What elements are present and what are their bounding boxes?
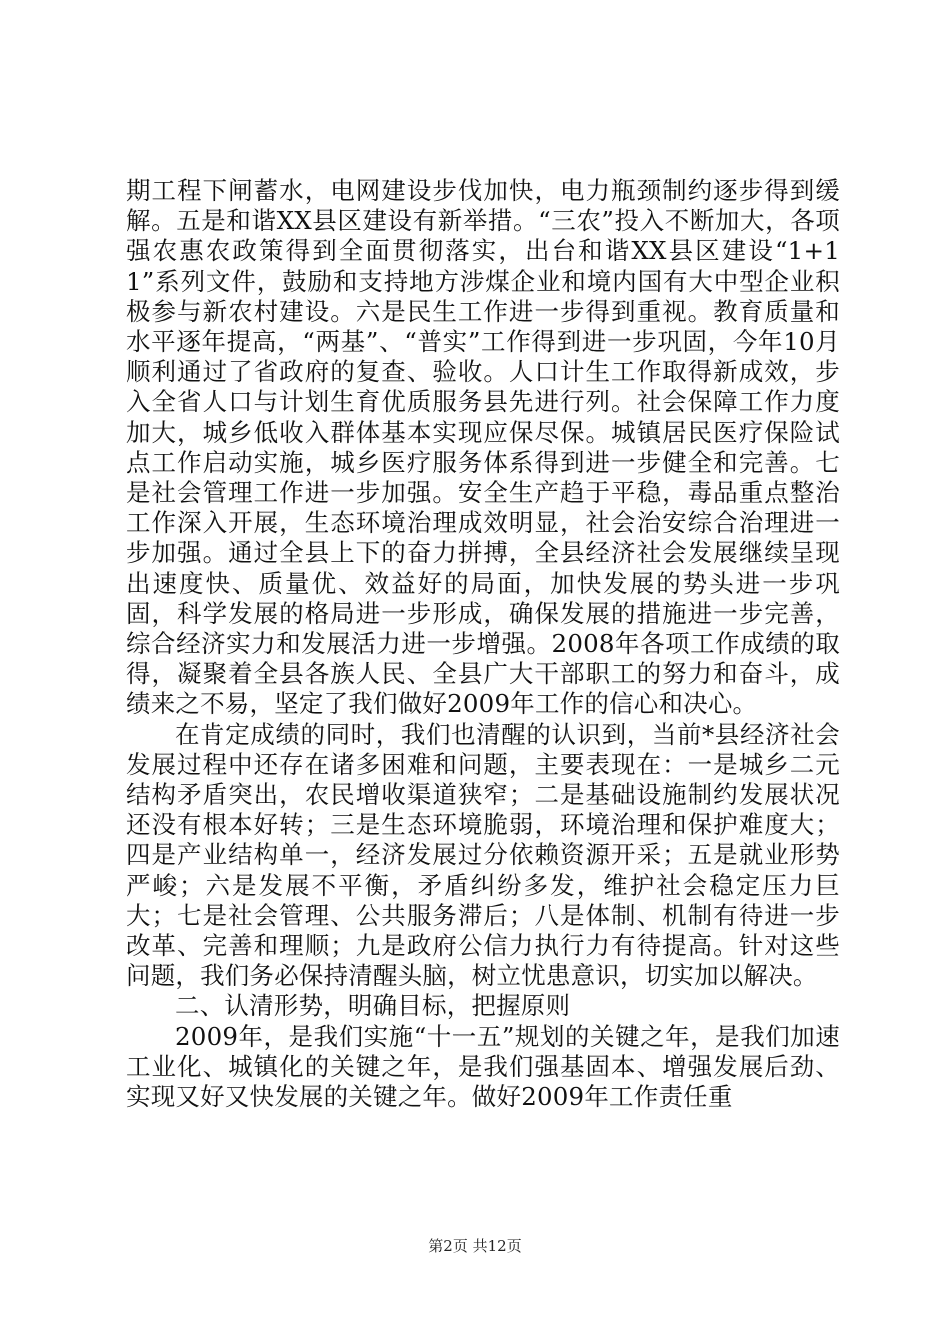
page-footer: 第2页 共12页 [428,1237,522,1255]
paragraph-continuation: 期工程下闸蓄水，电网建设步伐加快，电力瓶颈制约逐步得到缓解。五是和谐XX县区建设有新举措。“三农”投入不断加大，各项强农惠农政策得到全面贯彻落实，出台和谐XX县区建设“1+11”系列文件，鼓励和支持地方涉煤企业和境内国有大中型企业积极参与新农村建设。六是民生工作进一步得到重视。教育质量和水平逐年提高，“两基”、“普实”工作得到进一步巩固，今年10月顺利通过了省政府的复查、验收。人口计生工作取得新成效，步入全省人口与计划生育优质服务县先进行列。社会保障工作力度加大，城乡低收入群体基本实现应保尽保。城镇居民医疗保险试点工作启动实施，城乡医疗服务体系得到进一步健全和完善。七是社会管理工作进一步加强。安全生产趋于平稳，毒品重点整治工作深入开展，生态环境治理成效明显，社会治安综合治理进一步加强。通过全县上下的奋力拼搏，全县经济社会发展继续呈现出速度快、质量优、效益好的局面，加快发展的势头进一步巩固，科学发展的格局进一步形成，确保发展的措施进一步完善，综合经济实力和发展活力进一步增强。2008年各项工作成绩的取得，凝聚着全县各族人民、全县广大干部职工的努力和奋斗，成绩来之不易，坚定了我们做好2009年工作的信心和决心。 [126,176,840,719]
paragraph-problems: 在肯定成绩的同时，我们也清醒的认识到，当前*县经济社会发展过程中还存在诸多困难和问题，主要表现在：一是城乡二元结构矛盾突出，农民增收渠道狭窄；二是基础设施制约发展状况还没有根本好转；三是生态环境脆弱，环境治理和保护难度大；四是产业结构单一，经济发展过分依赖资源开采；五是就业形势严峻；六是发展不平衡，矛盾纠纷多发，维护社会稳定压力巨大；七是社会管理、公共服务滞后；八是体制、机制有待进一步改革、完善和理顺；九是政府公信力执行力有待提高。针对这些问题，我们务必保持清醒头脑，树立忧患意识，切实加以解决。 [126,719,840,991]
document-body [126,176,840,1112]
section-heading: 二、认清形势，明确目标，把握原则 [175,991,571,1021]
paragraph-2009: 2009年，是我们实施“十一五”规划的关键之年，是我们加速工业化、城镇化的关键之年，是我们强基固本、增强发展后劲、实现又好又快发展的关键之年。做好2009年工作责任重 [126,1021,840,1112]
